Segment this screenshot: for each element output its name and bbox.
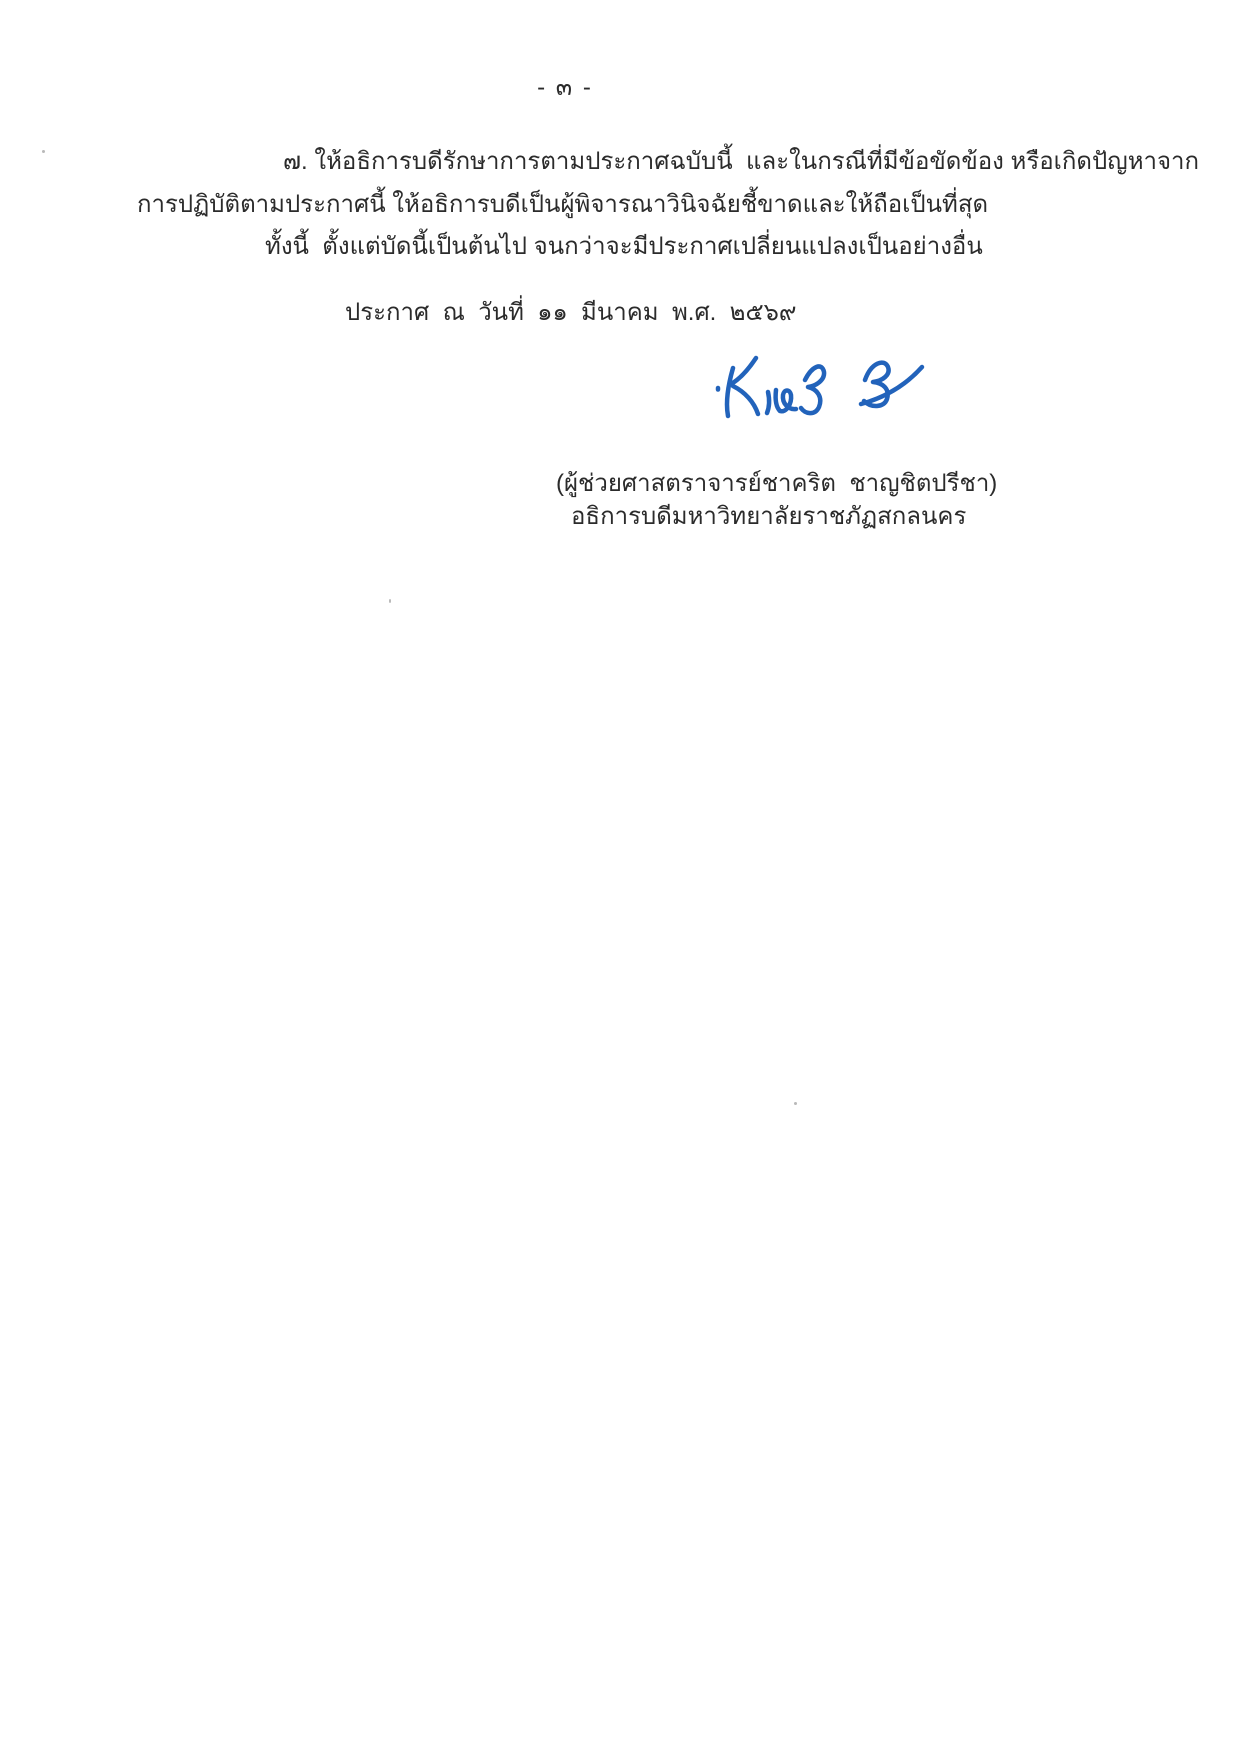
announcement-date-line: ประกาศ ณ วันที่ ๑๑ มีนาคม พ.ศ. ๒๕๖๙ (345, 299, 797, 326)
handwritten-signature (655, 348, 927, 432)
scan-speck (794, 1102, 797, 1105)
effective-date-line: ทั้งนี้ ตั้งแต่บัดนี้เป็นต้นไป จนกว่าจะมีประกาศเปลี่ยนแปลงเป็นอย่างอื่น (265, 233, 983, 260)
scan-speck (389, 599, 391, 603)
signatory-title: อธิการบดีมหาวิทยาลัยราชภัฏสกลนคร (571, 503, 967, 530)
signatory-name: (ผู้ช่วยศาสตราจารย์ชาคริต ชาญชิตปรีชา) (556, 470, 998, 497)
page-number: - ๓ - (537, 74, 593, 101)
clause-7-line-1: ๗. ให้อธิการบดีรักษาการตามประกาศฉบับนี้ และในกรณีที่มีข้อขัดข้อง หรือเกิดปัญหาจาก (283, 148, 1200, 175)
signature-ink-icon (655, 348, 927, 432)
clause-7-line-2: การปฏิบัติตามประกาศนี้ ให้อธิการบดีเป็นผู้พิจารณาวินิจฉัยชี้ขาดและให้ถือเป็นที่สุด (137, 191, 989, 218)
scan-speck (42, 150, 45, 153)
